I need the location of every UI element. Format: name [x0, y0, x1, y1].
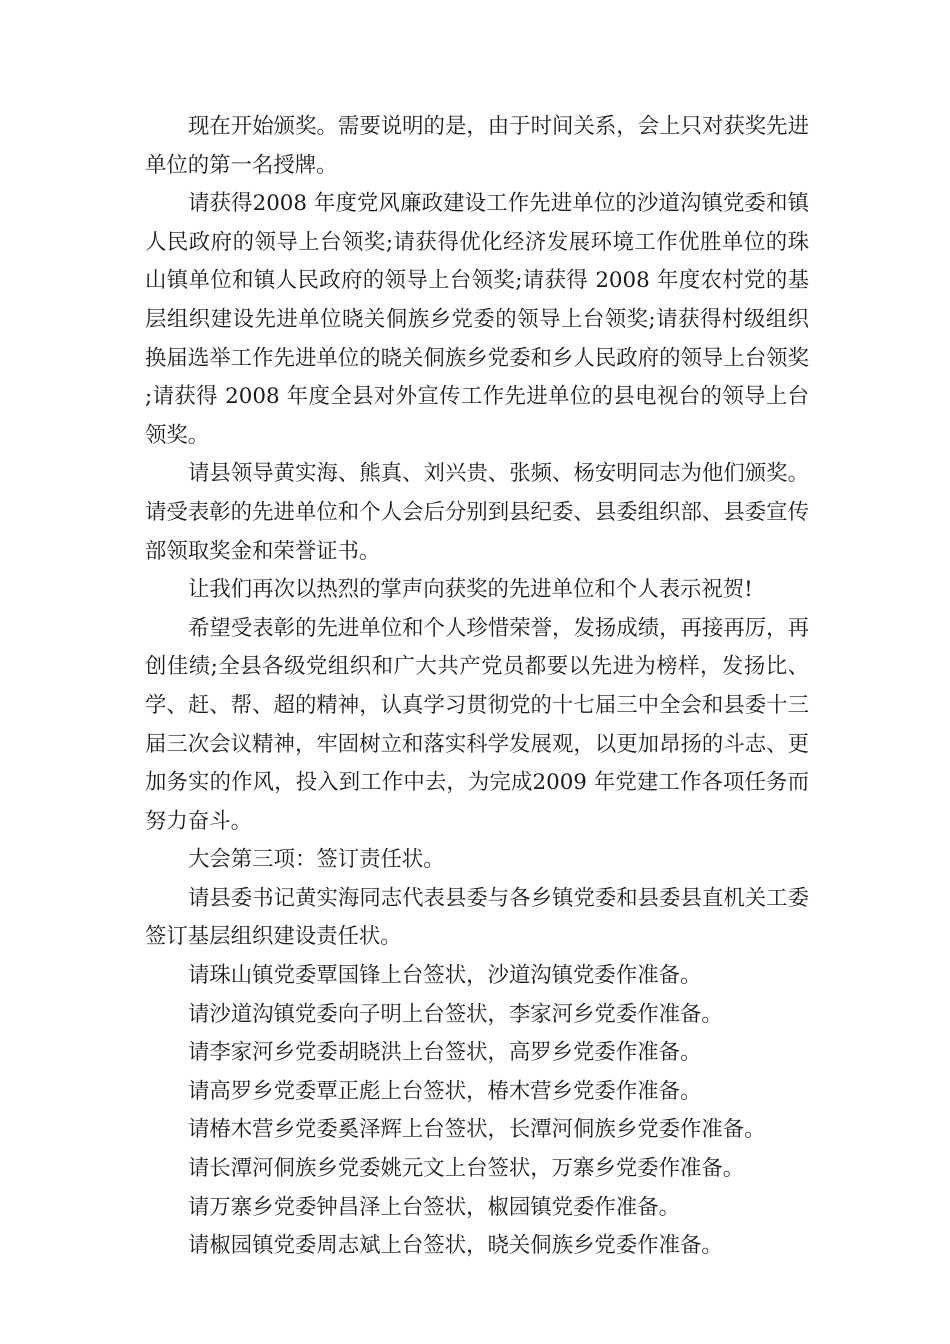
paragraph-award-units: 请获得2008 年度党风廉政建设工作先进单位的沙道沟镇党委和镇人民政府的领导上台领奖;请获得优化经济发展环境工作优胜单位的珠山镇单位和镇人民政府的领导上台领奖;请获得 2008 年度农村党的基层组织建设先进单位晓关侗族乡党委的领导上台领奖;请获得村级组织换届选举工作先进单位的晓关侗族乡党委和乡人民政府的领导上台领奖;请获得 2008 年度全县对外宣传工作先进单位的县电视台的领导上台领奖。	[145, 191, 809, 448]
paragraph-signing-shadaogou: 请沙道沟镇党委向子明上台签状，李家河乡党委作准备。	[188, 1001, 723, 1027]
paragraph-congratulations: 让我们再次以热烈的掌声向获奖的先进单位和个人表示祝贺!	[188, 577, 753, 603]
paragraph-hopes: 希望受表彰的先进单位和个人珍惜荣誉，发扬成绩，再接再厉，再创佳绩;全县各级党组织和广大共产党员都要以先进为榜样，发扬比、学、赶、帮、超的精神，认真学习贯彻党的十七届三中全会和县委十三届三次会议精神，牢固树立和落实科学发展观，以更加昂扬的斗志、更加务实的作风，投入到工作中去，为完成2009 年党建工作各项任务而努力奋斗。	[145, 615, 809, 834]
paragraph-signing-lijiahe: 请李家河乡党委胡晓洪上台签状，高罗乡党委作准备。	[188, 1040, 702, 1066]
paragraph-presenters: 请县领导黄实海、熊真、刘兴贵、张频、杨安明同志为他们颁奖。请受表彰的先进单位和个人会后分别到县纪委、县委组织部、县委宣传部领取奖金和荣誉证书。	[145, 461, 809, 564]
paragraph-signing-chunmuying: 请椿木营乡党委奚泽辉上台签状，长潭河侗族乡党委作准备。	[188, 1117, 766, 1143]
paragraph-signing-zhushan: 请珠山镇党委覃国锋上台签状，沙道沟镇党委作准备。	[188, 963, 702, 989]
paragraph-signing-jiaoyuan: 请椒园镇党委周志斌上台签状，晓关侗族乡党委作准备。	[188, 1233, 723, 1259]
paragraph-signing-wanzhai: 请万寨乡党委钟昌泽上台签状，椒园镇党委作准备。	[188, 1194, 680, 1220]
document-page	[145, 108, 809, 1266]
paragraph-signing-gaoluo: 请高罗乡党委覃正彪上台签状，椿木营乡党委作准备。	[188, 1078, 702, 1104]
paragraph-signing-intro: 请县委书记黄实海同志代表县委与各乡镇党委和县委县直机关工委签订基层组织建设责任状。	[145, 885, 809, 950]
paragraph-signing-changtanhe: 请长潭河侗族乡党委姚元文上台签状，万寨乡党委作准备。	[188, 1156, 745, 1182]
paragraph-award-intro: 现在开始颁奖。需要说明的是，由于时间关系，会上只对获奖先进单位的第一名授牌。	[145, 114, 809, 178]
paragraph-agenda-item-three: 大会第三项：签订责任状。	[188, 847, 445, 873]
